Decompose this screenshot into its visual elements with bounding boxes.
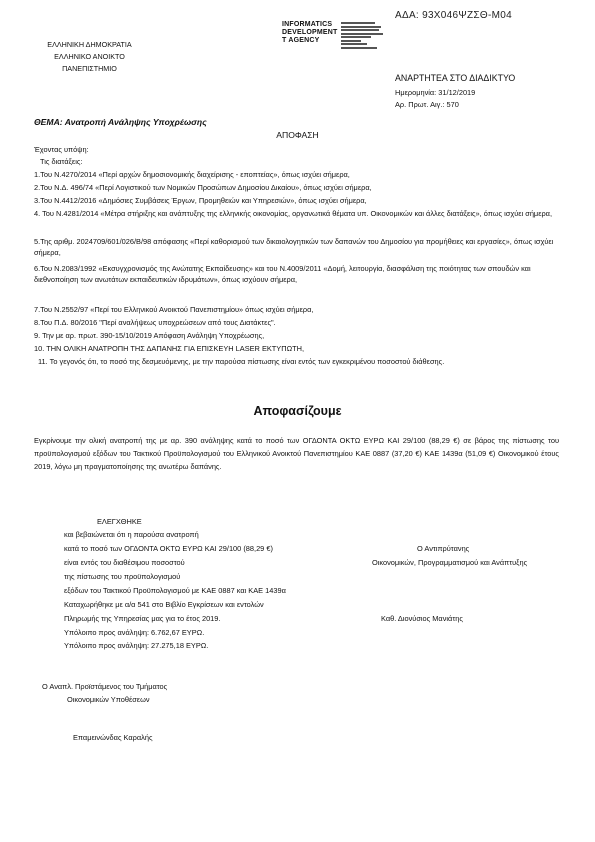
document-date: Ημερομηνία: 31/12/2019	[395, 88, 476, 97]
agency-logo-fineprint	[341, 21, 383, 49]
subject-line: ΘΕΜΑ: Ανατροπή Ανάληψης Υποχρέωσης	[34, 117, 207, 127]
balance-line: Υπόλοιπο προς ανάληψη: 6.762,67 ΕΥΡΩ.	[64, 628, 205, 637]
vice-rector-area: Οικονομικών, Προγραμματισμού και Ανάπτυξης	[372, 558, 528, 567]
vice-rector-name: Καθ. Διονύσιος Μανιάτης	[381, 614, 463, 623]
provision-item: 8.Του Π.Δ. 80/2016 "Περί αναλήψεως υποχρεώσεων από τους Διατάκτες".	[34, 318, 276, 327]
verification-line: της πίστωσης του προϋπολογισμού	[64, 572, 181, 581]
checked-label: ΕΛΕΓΧΘΗΚΕ	[97, 517, 142, 526]
provision-item: 3.Του Ν.4412/2016 «Δημόσιες Συμβάσεις Έργων, Προμηθειών και Υπηρεσιών», όπως ισχύει σήμερα,	[34, 196, 367, 205]
ministry-line: ΠΑΝΕΠΙΣΤΗΜΙΟ	[62, 64, 117, 73]
vice-rector-title: Ο Αντιπρύτανης	[417, 544, 470, 553]
ministry-line: ΕΛΛΗΝΙΚΟ ΑΝΟΙΚΤΟ	[54, 52, 125, 61]
signer-role: Ο Αναπλ. Προϊστάμενος του Τμήματος	[42, 682, 168, 691]
verification-line: κατά το ποσό των ΟΓΔΟΝΤΑ ΟΚΤΩ ΕΥΡΩ ΚΑΙ 29/100 (88,29 €)	[64, 544, 273, 553]
agency-logo-text: INFORMATICS DEVELOPMENT T AGENCY	[282, 21, 338, 44]
provision-item: 6.Του Ν.2083/1992 «Εκσυγχρονισμός της Ανώτατης Εκπαίδευσης» και του Ν.4009/2011 «Δομή, λειτουργία, διασφάλιση της ποιότητας των σπουδών και διεθνοποίηση των ανωτάτων εκπαιδευτικών ιδρυμάτων», όπως ισχύουν σήμερα,	[34, 264, 531, 284]
provision-item: 2.Του Ν.Δ. 496/74 «Περί Λογιστικού των Νομικών Προσώπων Δημοσίου Δικαίου», όπως ισχύει σήμερα,	[34, 183, 372, 192]
provision-item: 7.Του Ν.2552/97 «Περί του Ελληνικού Ανοικτού Πανεπιστημίου» όπως ισχύει σήμερα,	[34, 305, 314, 314]
provision-item: 11. Το γεγονός ότι, το ποσό της δεσμευόμενης, με την παρούσα πίστωσης είναι εντός των εγκεκριμένου ποσοστού διάθεσης.	[38, 357, 445, 366]
posting-label: ΑΝΑΡΤΗΤΕΑ ΣΤΟ ΔΙΑΔΙΚΤΥΟ	[395, 73, 516, 83]
provision-item: 4. Του Ν.4281/2014 «Μέτρα στήριξης και ανάπτυξης της ελληνικής οικονομίας, οργανωτικά θέματα υπ. Οικονομικών και άλλες διατάξεις», όπως ισχύει σήμερα,	[34, 209, 553, 218]
provisions-intro: Τις διατάξεις:	[40, 157, 83, 166]
decision-title: ΑΠΟΦΑΣΗ	[276, 130, 319, 140]
verification-line: Πληρωμής της Υπηρεσίας μας για το έτος 2019.	[64, 614, 221, 623]
verification-line: και βεβαιώνεται ότι η παρούσα ανατροπή	[64, 530, 199, 539]
verification-line: Καταχωρήθηκε με α/α 541 στο Βιβλίο Εγκρίσεων και εντολών	[64, 600, 264, 609]
balance-line: Υπόλοιπο προς ανάληψη: 27.275,18 ΕΥΡΩ.	[64, 641, 209, 650]
verification-line: είναι εντός του διαθέσιμου ποσοστού	[64, 558, 185, 567]
protocol-number: Αρ. Πρωτ. Αιγ.: 570	[395, 100, 459, 109]
provision-item: 9. Την με αρ. πρωτ. 390-15/10/2019 Απόφαση Ανάληψη Υποχρέωσης,	[34, 331, 265, 340]
provision-item: 10. ΤΗΝ ΟΛΙΚΗ ΑΝΑΤΡΟΠΗ ΤΗΣ ΔΑΠΑΝΗΣ ΓΙΑ ΕΠΙΣΚΕΥΗ LASER ΕΚΤΥΠΩΤΗ,	[34, 344, 305, 353]
agency-logo	[282, 21, 383, 49]
deciding-title: Αποφασίζουμε	[253, 404, 342, 418]
ministry-block	[32, 39, 147, 75]
ministry-line: ΕΛΛΗΝΙΚΗ ΔΗΜΟΚΡΑΤΙΑ	[47, 40, 132, 49]
having-regard: Έχοντας υπόψη:	[34, 145, 89, 154]
signer-department: Οικονομικών Υποθέσεων	[67, 695, 150, 704]
signer-name: Επαμεινώνδας Καραλής	[73, 733, 153, 742]
ada-code: ΑΔΑ: 93Χ046ΨΖΣΘ-Μ04	[395, 10, 512, 21]
provision-item: 5.Της αριθμ. 2024709/601/026/Β/98 απόφασης «Περί καθορισμού των δικαιολογητικών των δαπανών του Δημοσίου για προμήθειες και εργασίες», όπως ισχύει σήμερα,	[34, 237, 554, 257]
decision-text: Εγκρίνουμε την ολική ανατροπή της με αρ. 390 ανάληψης κατά το ποσό των ΟΓΔΟΝΤΑ ΟΚΤΩ ΕΥΡΩ ΚΑΙ 29/100 (88,29 €) σε βάρος της πίστωσης του προϋπολογισμού εξόδων του Τακτικού Προϋπολογισμού του Ελληνικού Ανοικτού Πανεπιστημίου ΚΑΕ 0887 (37,20 €) ΚΑΕ 1439α (51,09 €) Οικονομικού έτους 2019, λόγω μη πραγματοποίησης της ανωτέρω δαπάνης.	[34, 436, 559, 471]
verification-line: εξόδων του Τακτικού Προϋπολογισμού με ΚΑΕ 0887 και ΚΑΕ 1439α	[64, 586, 286, 595]
provision-item: 1.Του Ν.4270/2014 «Περί αρχών δημοσιονομικής διαχείρισης - εποπτείας», όπως ισχύει σήμερα,	[34, 170, 350, 179]
